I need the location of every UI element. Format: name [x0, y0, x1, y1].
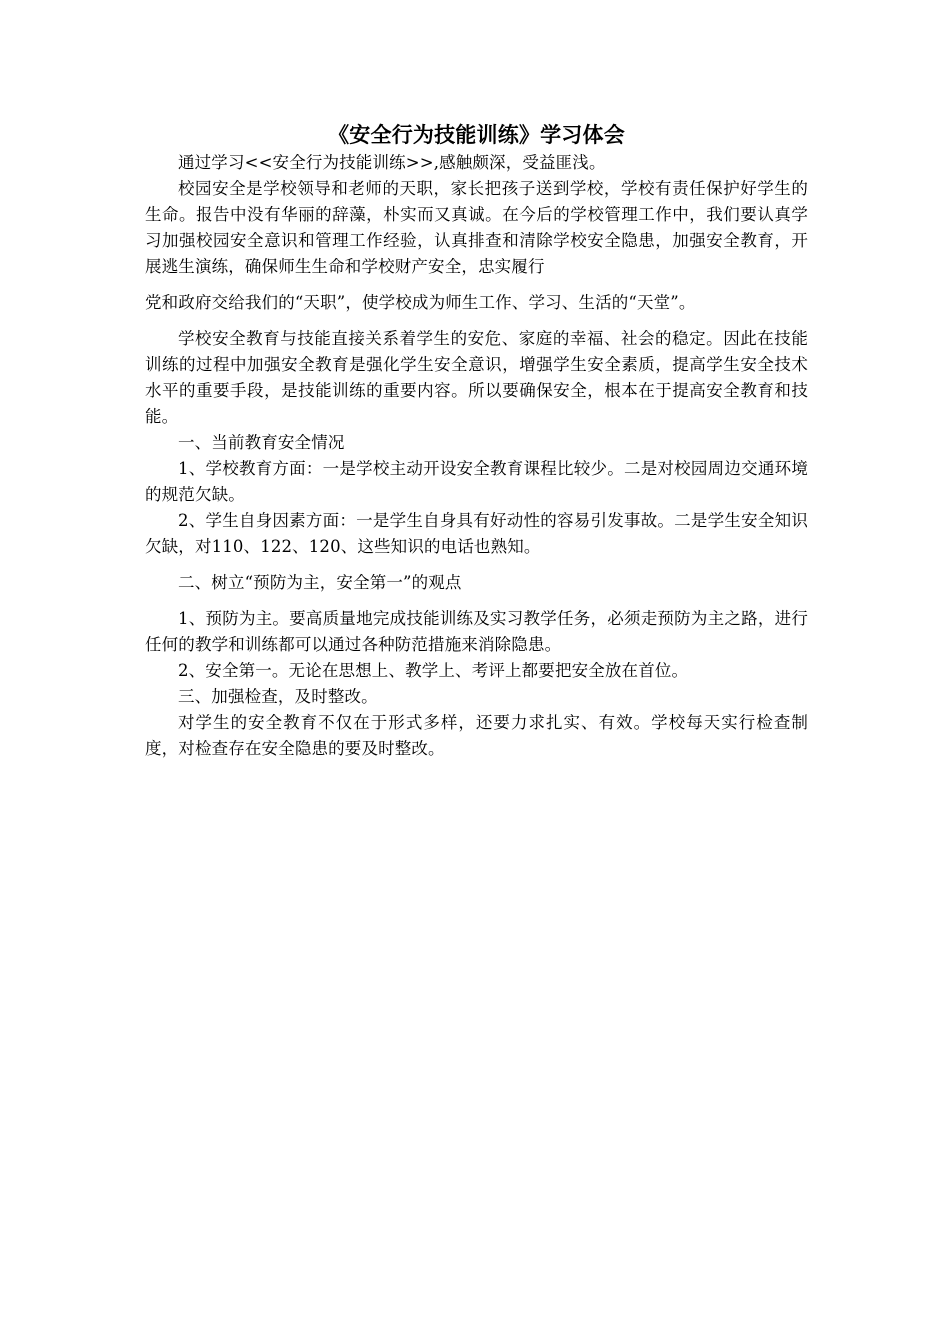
- section-heading-1: 一、当前教育安全情况: [178, 433, 345, 452]
- paragraph-education-skills: 学校安全教育与技能直接关系着学生的安危、家庭的幸福、社会的稳定。因此在技能训练的过程中加强安全教育是强化学生安全意识，增强学生安全素质，提高学生安全技术水平的重要手段，是技能训练的重要内容。所以要确保安全，根本在于提高安全教育和技能。: [145, 329, 808, 426]
- document-page: [145, 120, 808, 762]
- paragraph-item-1-1: 1、学校教育方面：一是学校主动开设安全教育课程比较少。二是对校园周边交通环境的规范欠缺。: [145, 459, 808, 504]
- paragraph-intro: 通过学习<<安全行为技能训练>>,感触颇深，受益匪浅。: [178, 153, 606, 172]
- section-heading-2: 二、树立“预防为主，安全第一”的观点: [178, 573, 462, 592]
- paragraph-item-2-2: 2、安全第一。无论在思想上、教学上、考评上都要把安全放在首位。: [178, 661, 689, 680]
- paragraph-item-2-1: 1、预防为主。要高质量地完成技能训练及实习教学任务，必须走预防为主之路，进行任何的教学和训练都可以通过各种防范措施来消除隐患。: [145, 609, 808, 654]
- document-title: 《安全行为技能训练》学习体会: [328, 123, 625, 147]
- paragraph-item-1-2: 2、学生自身因素方面：一是学生自身具有好动性的容易引发事故。二是学生安全知识欠缺，对110、122、120、这些知识的电话也熟知。: [145, 511, 808, 556]
- section-heading-3: 三、加强检查，及时整改。: [178, 687, 378, 706]
- paragraph-campus-safety: 校园安全是学校领导和老师的天职，家长把孩子送到学校，学校有责任保护好学生的生命。报告中没有华丽的辞藻，朴实而又真诚。在今后的学校管理工作中，我们要认真学习加强校园安全意识和管理工作经验，认真排查和清除学校安全隐患，加强安全教育，开展逃生演练，确保师生生命和学校财产安全，忠实履行: [145, 179, 808, 276]
- paragraph-inspection: 对学生的安全教育不仅在于形式多样，还要力求扎实、有效。学校每天实行检查制度，对检查存在安全隐患的要及时整改。: [145, 713, 808, 758]
- paragraph-duty: 党和政府交给我们的“天职”，使学校成为师生工作、学习、生活的“天堂”。: [145, 293, 696, 312]
